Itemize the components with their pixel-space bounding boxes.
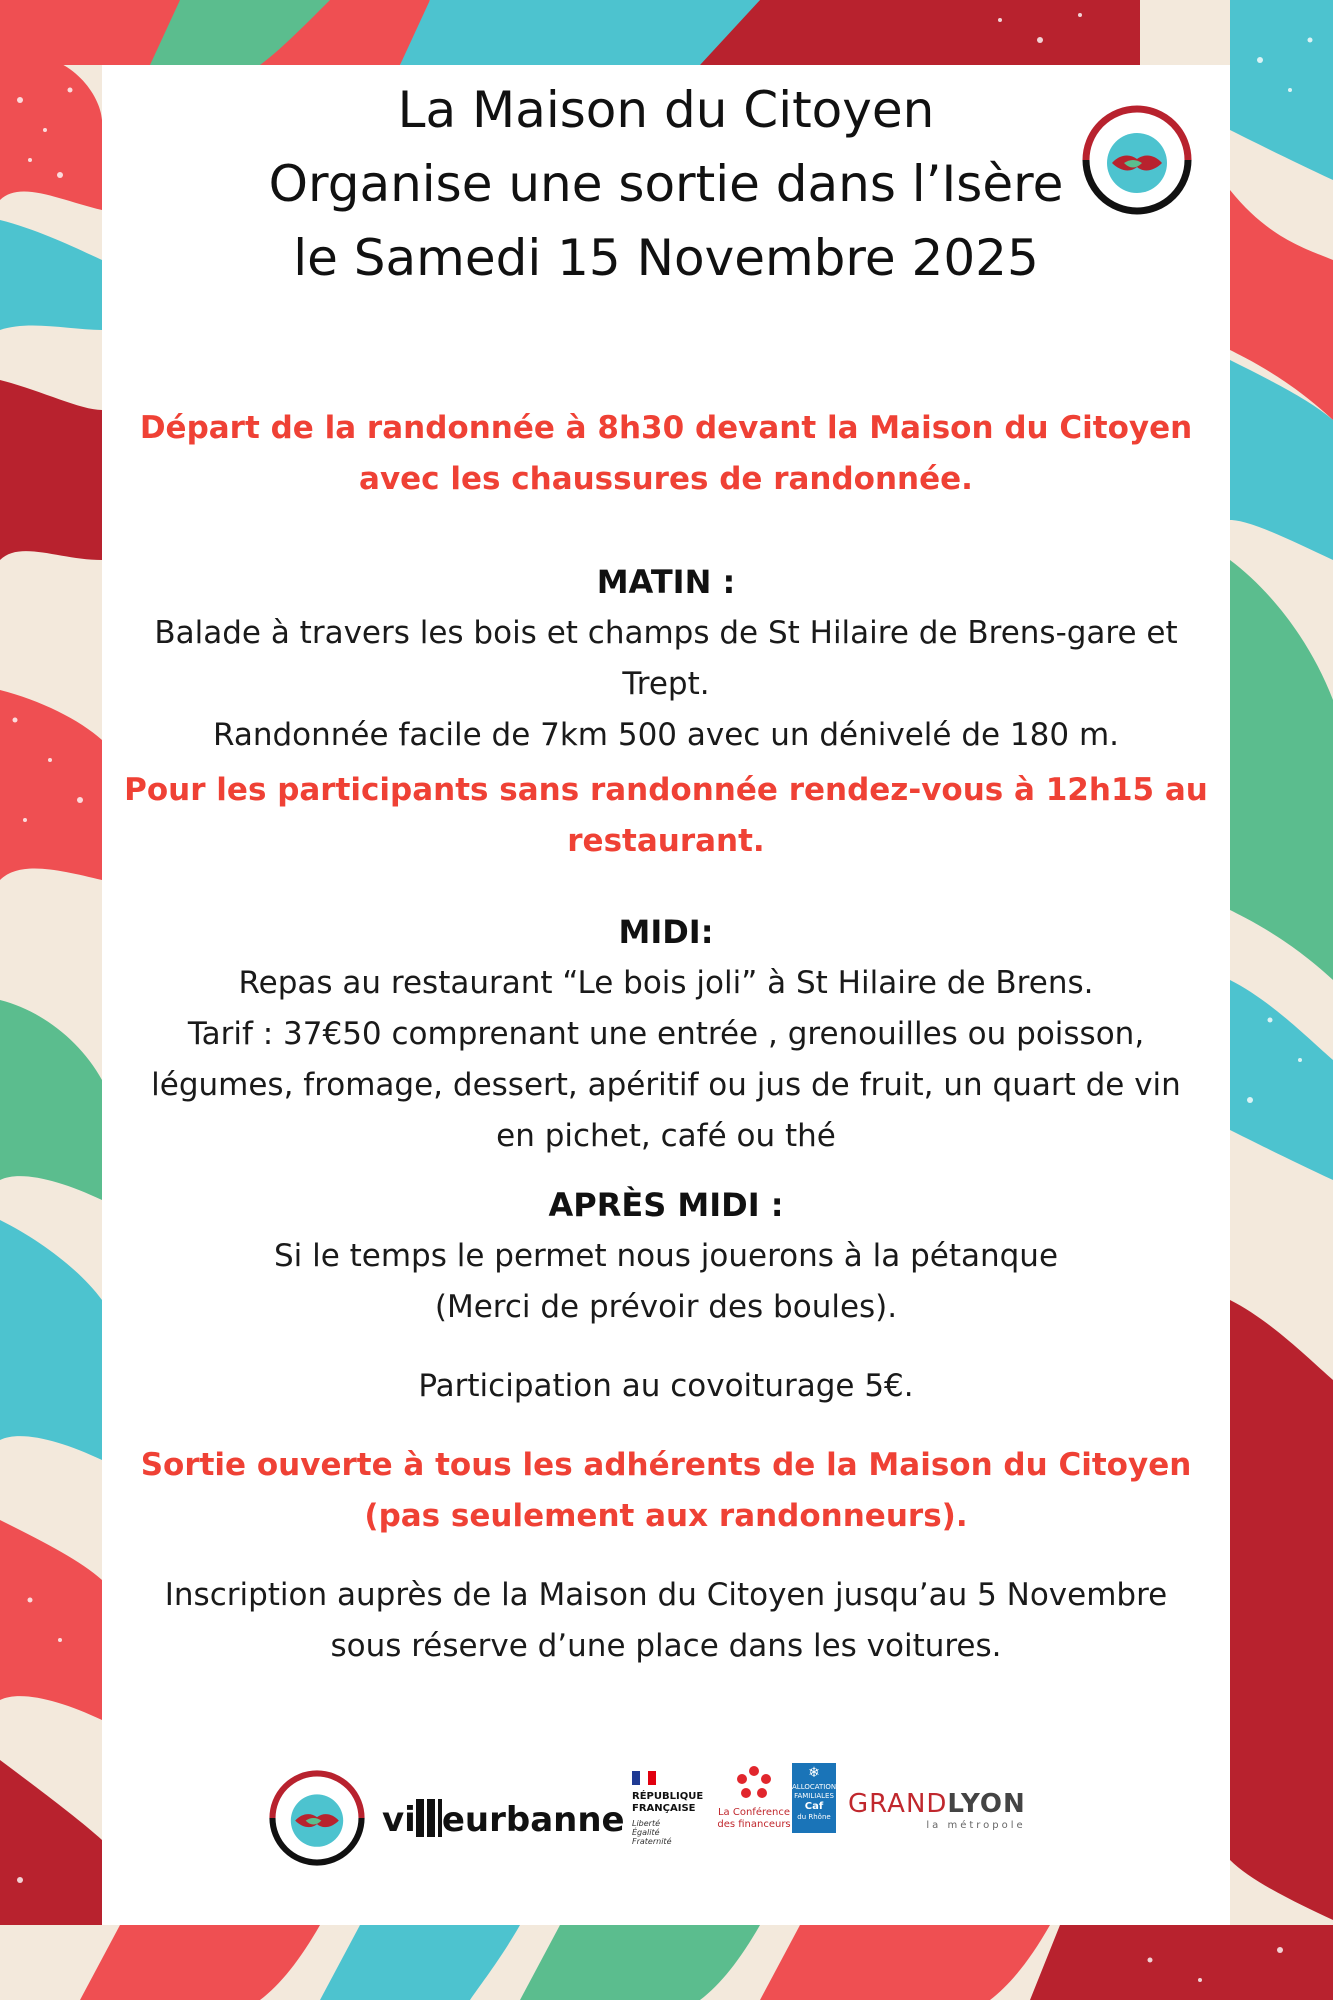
maison-du-citoyen-footer-logo	[262, 1763, 372, 1873]
villeurbanne-text-b: eurbanne	[441, 1800, 625, 1840]
caf-line-4: du Rhône	[797, 1813, 831, 1821]
covoiturage-text: Participation au covoiturage 5€.	[418, 1368, 914, 1404]
page-title	[102, 73, 1230, 295]
motto-egalite: Égalité	[632, 1828, 660, 1837]
title-line-2: Organise une sortie dans l’Isère	[268, 155, 1064, 213]
maison-du-citoyen-logo	[1074, 97, 1200, 223]
villeurbanne-text-a: vi	[382, 1800, 416, 1840]
caf-logo	[792, 1763, 841, 1833]
apres-midi-line-2: (Merci de prévoir des boules).	[434, 1289, 898, 1325]
sans-rando-line-2: restaurant.	[567, 823, 765, 859]
republique-line-2: FRANÇAISE	[632, 1803, 696, 1814]
conference-financeurs-logo	[714, 1763, 794, 1831]
flyer-content	[102, 403, 1230, 1672]
ouverte-line-2: (pas seulement aux randonneurs).	[364, 1498, 968, 1534]
caf-line-1: ALLOCATIONS	[792, 1783, 841, 1791]
matin-line-3: Randonnée facile de 7km 500 avec un dénivelé de 180 m.	[212, 717, 1119, 753]
midi-line-3: légumes, fromage, dessert, apéritif ou jus de fruit, un quart de vin	[151, 1067, 1181, 1103]
depart-line-1: Départ de la randonnée à 8h30 devant la Maison du Citoyen	[139, 410, 1193, 446]
midi-line-4: en pichet, café ou thé	[496, 1118, 836, 1154]
midi-line-1: Repas au restaurant “Le bois joli” à St Hilaire de Brens.	[238, 965, 1094, 1001]
title-line-1: La Maison du Citoyen	[397, 81, 935, 139]
ouverte-line-1: Sortie ouverte à tous les adhérents de la Maison du Citoyen	[140, 1447, 1192, 1483]
grand-lyon-sub: la métropole	[926, 1820, 1026, 1831]
grand-lyon-text-a: GRAND	[848, 1789, 948, 1819]
republique-line-1: RÉPUBLIQUE	[632, 1791, 704, 1802]
motto-liberte: Liberté	[632, 1819, 661, 1828]
french-flag-icon	[632, 1771, 656, 1785]
matin-line-2: Trept.	[622, 666, 710, 702]
republique-francaise-logo	[632, 1771, 712, 1846]
caf-line-2: FAMILIALES	[794, 1792, 834, 1800]
caf-line-3: Caf	[804, 1801, 824, 1812]
apres-midi-line-1: Si le temps le permet nous jouerons à la pétanque	[273, 1238, 1059, 1274]
flower-icon	[734, 1763, 774, 1803]
grand-lyon-logo	[848, 1789, 1026, 1833]
sans-rando-line-1: Pour les participants sans randonnée rendez-vous à 12h15 au	[124, 772, 1208, 808]
flyer-card	[102, 65, 1230, 1925]
villeurbanne-logo	[382, 1799, 625, 1840]
inscription-line-2: sous réserve d’une place dans les voitures.	[330, 1628, 1002, 1664]
snowflake-icon: ❄	[808, 1765, 820, 1781]
conference-line-2: des financeurs	[717, 1819, 791, 1830]
villeurbanne-bars-icon	[416, 1799, 442, 1837]
depart-line-2: avec les chaussures de randonnée.	[359, 461, 973, 497]
motto-fraternite: Fraternité	[632, 1837, 672, 1846]
conference-line-1: La Conférence	[717, 1807, 791, 1818]
inscription-line-1: Inscription auprès de la Maison du Citoyen jusqu’au 5 Novembre	[164, 1577, 1168, 1613]
midi-line-2: Tarif : 37€50 comprenant une entrée , grenouilles ou poisson,	[187, 1016, 1145, 1052]
matin-line-1: Balade à travers les bois et champs de St Hilaire de Brens-gare et	[154, 615, 1178, 651]
title-line-3: le Samedi 15 Novembre 2025	[293, 229, 1039, 287]
matin-heading: MATIN :	[596, 563, 736, 601]
midi-heading: MIDI:	[618, 913, 714, 951]
apres-midi-heading: APRÈS MIDI :	[548, 1186, 784, 1224]
partner-logos	[102, 1763, 1230, 1883]
grand-lyon-text-b: LYON	[947, 1789, 1026, 1819]
